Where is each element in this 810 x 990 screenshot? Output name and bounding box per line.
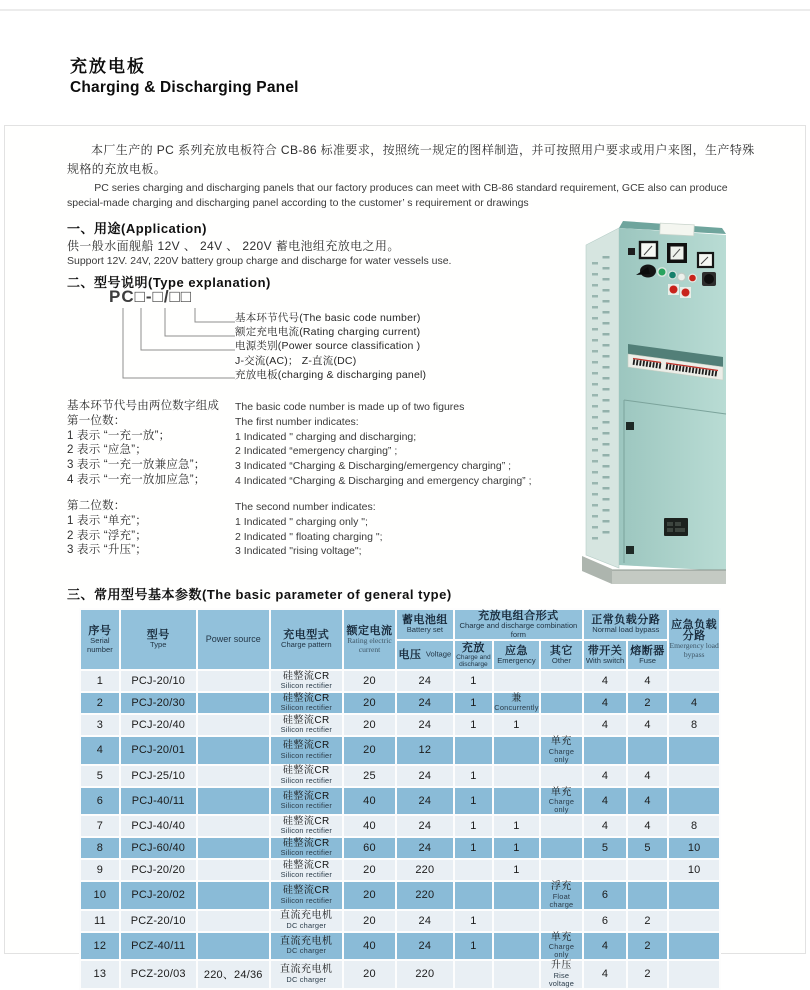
table-cell: 24	[397, 816, 452, 836]
table-cell: 硅整流CR Silicon rectifier	[271, 671, 342, 691]
code-line: The first number indicates:	[235, 415, 359, 428]
table-cell: 1	[494, 860, 538, 880]
table-cell	[494, 737, 538, 764]
table-cell: 12	[397, 737, 452, 764]
intro-paragraph-en: PC series charging and discharging panels that our factory produces can meet with CB-86 standard requirement, GCE also can produce special-made charging and discharging panel according to the customer’ s requirement or drawings	[67, 182, 728, 209]
table-cell: 13	[81, 961, 119, 988]
table-cell: 20	[344, 961, 395, 988]
diagram-label: 充放电板(charging & discharging panel)	[235, 368, 427, 381]
table-cell: 20	[344, 715, 395, 735]
col-other: 其它 Other	[541, 641, 583, 669]
col-power-source: Power source	[198, 610, 269, 669]
col-charge-discharge: 充放 Charge and discharge	[456, 642, 491, 668]
table-cell: PCJ-60/40	[121, 838, 196, 858]
table-cell	[669, 911, 719, 931]
table-cell: 4	[584, 671, 626, 691]
table-row	[81, 693, 719, 713]
table-cell	[455, 860, 493, 880]
table-cell: PCZ-20/10	[121, 911, 196, 931]
code-line: 3 Indicated "rising voltage";	[235, 545, 362, 558]
page-title-cn: 充放电板	[70, 57, 146, 76]
table-row	[81, 737, 719, 764]
table-cell: 40	[344, 933, 395, 960]
col-emergency-bypass: 应急负载分路 Emergency load bypass	[669, 610, 719, 669]
table-cell: 2	[628, 911, 668, 931]
table-cell: 2	[628, 693, 668, 713]
table-cell: 2	[628, 961, 668, 988]
diagram-label: J-交流(AC)； Z-直流(DC)	[235, 354, 357, 367]
table-cell: 24	[397, 911, 452, 931]
table-cell: 4	[584, 961, 626, 988]
diagram-label: 额定充电电流(Rating charging current)	[235, 326, 421, 339]
diagram-label: 电源类别(Power source classification )	[235, 340, 421, 353]
table-cell: 4	[669, 693, 719, 713]
intro-paragraph-cn: 本厂生产的 PC 系列充放电板符合 CB-86 标准要求，按照统一规定的图样制造，并可按照用户要求或用户来图，生产特殊规格的充放电板。	[67, 143, 755, 176]
table-row	[81, 838, 719, 858]
table-cell	[494, 911, 538, 931]
second-digit-block-cn	[67, 499, 235, 558]
table-cell: 硅整流CR Silicon rectifier	[271, 693, 342, 713]
table-cell	[541, 766, 583, 786]
table-cell: PCZ-40/11	[121, 933, 196, 960]
table-cell: PCJ-20/30	[121, 693, 196, 713]
table-cell: 1	[455, 933, 493, 960]
code-line: 4 Indicated “Charging & Discharging and emergency charging” ;	[235, 474, 532, 487]
table-cell	[198, 933, 269, 960]
table-cell: 220	[397, 961, 452, 988]
table-cell	[455, 737, 493, 764]
table-cell: 24	[397, 838, 452, 858]
table-cell: PCZ-20/03	[121, 961, 196, 988]
table-cell: 24	[397, 933, 452, 960]
table-cell: 20	[344, 911, 395, 931]
table-cell	[541, 860, 583, 880]
table-cell: 单充 Charge only	[541, 737, 583, 764]
table-cell: 20	[344, 693, 395, 713]
table-cell	[584, 737, 626, 764]
table-cell: 6	[584, 882, 626, 909]
table-cell: PCJ-40/11	[121, 788, 196, 815]
table-cell: 1	[455, 766, 493, 786]
col-serial: 序号 Serial number	[81, 610, 119, 669]
code-line: 2 Indicated “emergency charging” ;	[235, 445, 398, 458]
code-line: The second number indicates:	[235, 501, 376, 513]
model-code: PC□-□/□□	[109, 287, 193, 306]
table-cell: 1	[455, 715, 493, 735]
table-cell	[494, 788, 538, 815]
table-row	[81, 860, 719, 880]
code-line: 3 表示 “升压”；	[67, 544, 147, 557]
table-cell	[541, 693, 583, 713]
table-cell: 24	[397, 766, 452, 786]
table-cell	[669, 766, 719, 786]
table-cell: 硅整流CR Silicon rectifier	[271, 766, 342, 786]
code-line: 3 Indicated “Charging & Discharging/emergency charging” ;	[235, 460, 512, 473]
diagram-label: 基本环节代号(The basic code number)	[235, 312, 421, 324]
table-cell	[198, 882, 269, 909]
table-row	[81, 766, 719, 786]
page-title-en: Charging & Discharging Panel	[70, 79, 299, 96]
table-cell: 60	[344, 838, 395, 858]
code-line: The basic code number is made up of two figures	[235, 401, 465, 413]
table-cell: 24	[397, 715, 452, 735]
col-type: 型号 Type	[121, 610, 196, 669]
table-cell: 4	[584, 816, 626, 836]
table-cell: PCJ-20/10	[121, 671, 196, 691]
table-cell: 直流充电机 DC charger	[271, 933, 342, 960]
table-cell: 硅整流CR Silicon rectifier	[271, 838, 342, 858]
table-row	[81, 961, 719, 988]
table-row	[81, 816, 719, 836]
table-cell: 4	[584, 766, 626, 786]
table-cell	[628, 882, 668, 909]
table-cell	[541, 671, 583, 691]
table-cell: 11	[81, 911, 119, 931]
code-line: 基本环节代号由两位数字组成	[67, 400, 220, 412]
table-cell: 5	[584, 838, 626, 858]
table-cell: 5	[81, 766, 119, 786]
table-cell: 直流充电机 DC charger	[271, 961, 342, 988]
table-cell: 20	[344, 882, 395, 909]
table-cell	[198, 911, 269, 931]
table-cell: 20	[344, 860, 395, 880]
table-cell: 浮充 Float charge	[541, 882, 583, 909]
col-emergency: 应急 Emergency	[494, 641, 538, 669]
table-cell	[198, 788, 269, 815]
table-row	[81, 788, 719, 815]
table-cell: 220	[397, 860, 452, 880]
col-combination: 充放电组合形式 Charge and discharge combination form	[455, 610, 583, 639]
table-cell: 1	[81, 671, 119, 691]
application-text-cn: 供一般水面舰船 12V 、 24V 、 220V 蓄电池组充放电之用。	[67, 239, 400, 253]
col-battery-set: 蓄电池组 Battery set	[397, 610, 452, 639]
table-cell: 7	[81, 816, 119, 836]
table-cell: PCJ-25/10	[121, 766, 196, 786]
table-cell: 1	[494, 816, 538, 836]
table-cell	[494, 671, 538, 691]
table-cell	[669, 882, 719, 909]
table-row	[81, 911, 719, 931]
table-cell	[669, 737, 719, 764]
col-fuse: 熔断器 Fuse	[628, 641, 668, 669]
table-cell	[628, 860, 668, 880]
table-cell	[494, 882, 538, 909]
cabinet-label-plate	[660, 223, 695, 236]
page-top-rule	[0, 9, 810, 11]
table-cell: 硅整流CR Silicon rectifier	[271, 816, 342, 836]
first-digit-block-cn	[67, 399, 235, 488]
table-cell	[198, 737, 269, 764]
table-cell: 10	[669, 838, 719, 858]
table-cell: 10	[669, 860, 719, 880]
col-charge-pattern: 充电型式 Charge pattern	[271, 610, 342, 669]
table-cell: 6	[81, 788, 119, 815]
table-row	[81, 715, 719, 735]
table-cell: 20	[344, 737, 395, 764]
table-cell	[455, 882, 493, 909]
table-cell	[198, 860, 269, 880]
code-line: 4 表示 “一充一放加应急”；	[67, 473, 206, 486]
table-cell: 40	[344, 788, 395, 815]
table-cell: 40	[344, 816, 395, 836]
table-cell: 4	[584, 933, 626, 960]
table-cell: 24	[397, 671, 452, 691]
type-diagram-lines	[115, 304, 245, 384]
table-cell: 4	[628, 671, 668, 691]
table-cell: PCJ-20/20	[121, 860, 196, 880]
second-digit-block-en	[235, 500, 565, 559]
table-cell	[455, 961, 493, 988]
table-cell: 6	[584, 911, 626, 931]
table-cell: 24	[397, 788, 452, 815]
table-cell: 1	[455, 911, 493, 931]
table-cell	[541, 715, 583, 735]
table-cell: 硅整流CR Silicon rectifier	[271, 860, 342, 880]
table-cell	[669, 933, 719, 960]
table-cell: 硅整流CR Silicon rectifier	[271, 737, 342, 764]
table-cell: 1	[455, 671, 493, 691]
code-line: 3 表示 “一充一放兼应急”；	[67, 459, 206, 472]
door-handle	[664, 518, 688, 536]
table-cell: 12	[81, 933, 119, 960]
table-cell: 单充 Charge only	[541, 933, 583, 960]
table-cell: 9	[81, 860, 119, 880]
col-normal-bypass: 正常负载分路 Normal load bypass	[584, 610, 667, 639]
code-line: 2 Indicated " floating charging ";	[235, 530, 383, 543]
table-cell: 1	[494, 715, 538, 735]
table-cell	[198, 693, 269, 713]
code-line: 2 表示 “浮充”；	[67, 529, 147, 542]
table-cell	[541, 838, 583, 858]
first-digit-block-en	[235, 400, 565, 489]
table-cell	[669, 961, 719, 988]
table-cell: 1	[455, 838, 493, 858]
page-title	[70, 57, 299, 98]
product-photo	[576, 218, 728, 586]
table-cell: 硅整流CR Silicon rectifier	[271, 715, 342, 735]
code-line: 第二位数：	[67, 500, 126, 512]
application-text-en: Support 12V. 24V, 220V battery group charge and discharge for water vessels use.	[67, 255, 452, 267]
table-cell	[198, 838, 269, 858]
table-cell	[628, 737, 668, 764]
table-cell: 25	[344, 766, 395, 786]
table-cell	[198, 816, 269, 836]
table-cell: 直流充电机 DC charger	[271, 911, 342, 931]
table-cell: 5	[628, 838, 668, 858]
code-line: 1 表示 “单充”；	[67, 514, 147, 527]
table-cell: 硅整流CR Silicon rectifier	[271, 788, 342, 815]
table-cell	[494, 766, 538, 786]
table-cell: 单充 Charge only	[541, 788, 583, 815]
table-cell	[198, 671, 269, 691]
table-row	[81, 882, 719, 909]
table-cell: 硅整流CR Silicon rectifier	[271, 882, 342, 909]
table-cell: 24	[397, 693, 452, 713]
table-cell: 4	[81, 737, 119, 764]
table-cell: PCJ-20/01	[121, 737, 196, 764]
table-cell: 4	[584, 715, 626, 735]
table-cell: 4	[628, 766, 668, 786]
table-row	[81, 933, 719, 960]
table-cell: 10	[81, 882, 119, 909]
type-diagram-labels	[235, 311, 426, 382]
col-with-switch: 带开关 With switch	[584, 641, 626, 669]
table-cell	[198, 766, 269, 786]
table-cell	[494, 961, 538, 988]
section-parameters-heading: 三、常用型号基本参数(The basic parameter of general type)	[67, 587, 452, 602]
table-cell: 4	[628, 816, 668, 836]
section-application-heading: 一、用途(Application)	[67, 221, 207, 236]
table-cell: 2	[628, 933, 668, 960]
content-frame	[4, 125, 806, 988]
table-cell	[669, 788, 719, 815]
table-cell: PCJ-20/02	[121, 882, 196, 909]
table-cell	[494, 933, 538, 960]
table-cell: 升压 Rise voltage	[541, 961, 583, 988]
table-cell: 1	[455, 693, 493, 713]
col-rating-current: 额定电流 Rating electric current	[344, 610, 395, 669]
section-type-heading: 二、型号说明(Type explanation)	[67, 275, 271, 290]
table-cell	[541, 911, 583, 931]
table-cell	[198, 715, 269, 735]
table-cell	[669, 671, 719, 691]
table-cell: 兼 Concurrently	[494, 692, 539, 713]
table-cell: 3	[81, 715, 119, 735]
code-line: 1 表示 “一充一放”；	[67, 429, 171, 442]
table-cell: 4	[628, 788, 668, 815]
table-cell: 1	[455, 816, 493, 836]
table-cell: 20	[344, 671, 395, 691]
code-line: 1 Indicated " charging and discharging;	[235, 430, 417, 443]
table-cell: 220、24/36	[198, 961, 269, 988]
table-cell: PCJ-20/40	[121, 715, 196, 735]
table-cell: PCJ-40/40	[121, 816, 196, 836]
table-cell: 1	[455, 788, 493, 815]
table-cell: 8	[669, 816, 719, 836]
table-cell: 220	[397, 882, 452, 909]
param-table-body	[81, 671, 719, 988]
col-voltage: 电压 Voltage	[397, 641, 452, 669]
code-line: 第一位数：	[67, 414, 126, 427]
parameters-table	[79, 608, 721, 990]
table-cell: 2	[81, 693, 119, 713]
table-cell	[584, 860, 626, 880]
code-line: 2 表示 “应急”；	[67, 444, 147, 457]
table-row	[81, 671, 719, 691]
table-cell: 4	[628, 715, 668, 735]
table-cell	[541, 816, 583, 836]
code-line: 1 Indicated " charging only ";	[235, 515, 368, 528]
table-cell: 4	[584, 788, 626, 815]
table-cell: 8	[81, 838, 119, 858]
table-cell: 8	[669, 715, 719, 735]
table-cell: 1	[494, 838, 538, 858]
table-cell: 4	[584, 693, 626, 713]
